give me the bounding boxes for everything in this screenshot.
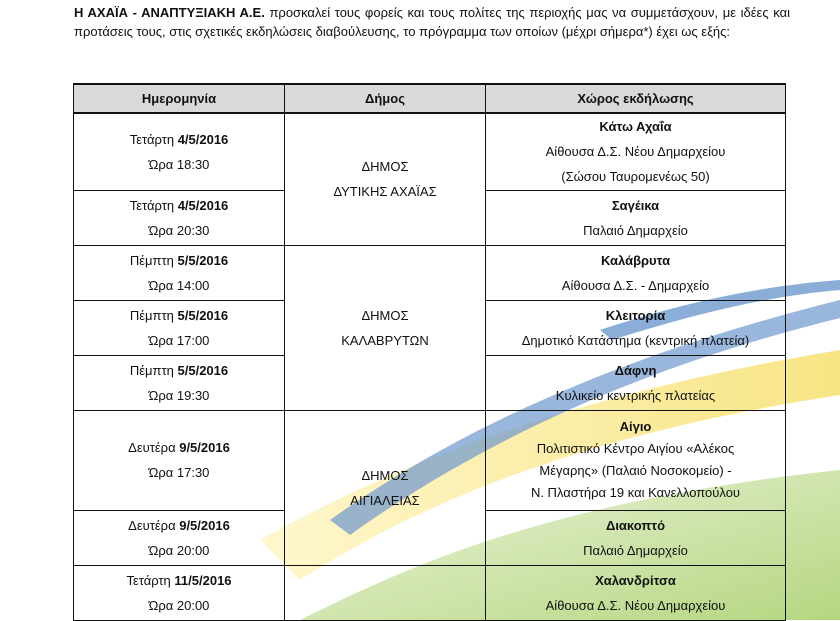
day-name: Πέμπτη <box>129 362 174 378</box>
day-name: Τετάρτη <box>126 572 171 588</box>
venue-cell <box>486 410 786 510</box>
venue-cell <box>486 190 786 245</box>
venue-cell <box>486 355 786 410</box>
date-value: 5/5/2016 <box>177 307 229 323</box>
venue-line: Μέγαρης» (Παλαιό Νοσοκομείο) - <box>539 463 732 478</box>
time-value: Ώρα 14:00 <box>148 277 210 293</box>
date-value: 11/5/2016 <box>174 572 232 588</box>
date-value: 5/5/2016 <box>177 362 229 378</box>
day-name: Πέμπτη <box>129 252 174 268</box>
organization-name: Η ΑΧΑΪΑ - ΑΝΑΠΤΥΞΙΑΚΗ Α.Ε. <box>74 5 265 20</box>
municipality-line2: ΑΙΓΙΑΛΕΙΑΣ <box>350 492 420 508</box>
place-name: Δάφνη <box>614 362 657 378</box>
date-cell <box>74 113 285 190</box>
date-cell <box>74 510 285 565</box>
time-value: Ώρα 20:00 <box>148 542 210 558</box>
venue-line: Παλαιό Δημαρχείο <box>583 542 688 558</box>
date-value: 9/5/2016 <box>179 440 230 455</box>
date-cell <box>74 355 285 410</box>
municipality-line1: ΔΗΜΟΣ <box>361 159 409 175</box>
venue-cell <box>486 300 786 355</box>
venue-line: Κυλικείο κεντρικής πλατείας <box>555 387 716 403</box>
time-value: Ώρα 20:00 <box>148 597 210 613</box>
place-name: Σαγέικα <box>611 197 660 213</box>
header-date: Ημερομηνία <box>74 84 285 113</box>
date-value: 9/5/2016 <box>179 517 230 533</box>
venue-cell <box>486 245 786 300</box>
intro-paragraph <box>74 3 790 41</box>
intro-text: προσκαλεί τους φορείς και τους πολίτες της περιοχής μας να συμμετάσχουν, με ιδέες και προτάσεις τους, στις σχετικές εκδηλώσεις διαβούλευσης, το πρόγραμμα των οποίων (μέχρι σήμερα*) έχει ως εξής: <box>74 5 790 39</box>
venue-line: Πολιτιστικό Κέντρο Αιγίου «Αλέκος <box>536 441 735 456</box>
municipality-cell <box>285 565 486 620</box>
municipality-line1: ΔΗΜΟΣ <box>361 307 409 323</box>
place-name: Χαλανδρίτσα <box>595 572 676 588</box>
place-name: Διακοπτό <box>605 517 666 533</box>
day-name: Τετάρτη <box>129 131 175 147</box>
place-name: Κάτω Αχαΐα <box>599 119 672 135</box>
date-cell <box>74 190 285 245</box>
day-name: Δευτέρα <box>128 440 176 455</box>
date-value: 4/5/2016 <box>177 131 229 147</box>
place-name: Καλάβρυτα <box>600 252 671 268</box>
municipality-cell <box>285 245 486 410</box>
place-name: Κλειτορία <box>605 307 666 323</box>
municipality-cell <box>285 410 486 565</box>
municipality-cell <box>285 113 486 245</box>
venue-line: Αίθουσα Δ.Σ. Νέου Δημαρχείου <box>545 144 726 160</box>
day-name: Δευτέρα <box>128 517 176 533</box>
date-value: 4/5/2016 <box>177 197 229 213</box>
table-row <box>74 245 786 300</box>
date-value: 5/5/2016 <box>177 252 229 268</box>
municipality-line1: ΔΗΜΟΣ <box>361 467 409 483</box>
venue-line: (Σώσου Ταυρομενέως 50) <box>561 169 710 185</box>
table-row <box>74 410 786 510</box>
table-header-row <box>74 84 786 113</box>
venue-cell <box>486 113 786 190</box>
venue-line: Ν. Πλαστήρα 19 και Κανελλοπούλου <box>530 485 741 500</box>
venue-cell <box>486 510 786 565</box>
time-value: Ώρα 18:30 <box>148 156 210 172</box>
place-name: Αίγιο <box>619 419 652 434</box>
date-cell <box>74 300 285 355</box>
time-value: Ώρα 19:30 <box>148 387 210 403</box>
municipality-line2: ΚΑΛΑΒΡΥΤΩΝ <box>341 332 429 348</box>
venue-line: Παλαιό Δημαρχείο <box>583 222 688 238</box>
venue-line: Αίθουσα Δ.Σ. - Δημαρχείο <box>561 277 710 293</box>
date-cell <box>74 245 285 300</box>
date-cell <box>74 565 285 620</box>
table-row <box>74 565 786 620</box>
table-row <box>74 113 786 190</box>
day-name: Τετάρτη <box>129 197 175 213</box>
day-name: Πέμπτη <box>129 307 174 323</box>
venue-line: Δημοτικό Κατάστημα (κεντρική πλατεία) <box>521 332 750 348</box>
header-venue: Χώρος εκδήλωσης <box>486 84 786 113</box>
date-cell <box>74 410 285 510</box>
time-value: Ώρα 20:30 <box>148 222 210 238</box>
time-value: Ώρα 17:30 <box>148 465 210 480</box>
time-value: Ώρα 17:00 <box>148 332 210 348</box>
venue-cell <box>486 565 786 620</box>
header-municipality: Δήμος <box>285 84 486 113</box>
municipality-line2: ΔΥΤΙΚΗΣ ΑΧΑΪΑΣ <box>333 184 437 200</box>
schedule-table <box>73 83 786 621</box>
venue-line: Αίθουσα Δ.Σ. Νέου Δημαρχείου <box>545 597 726 613</box>
